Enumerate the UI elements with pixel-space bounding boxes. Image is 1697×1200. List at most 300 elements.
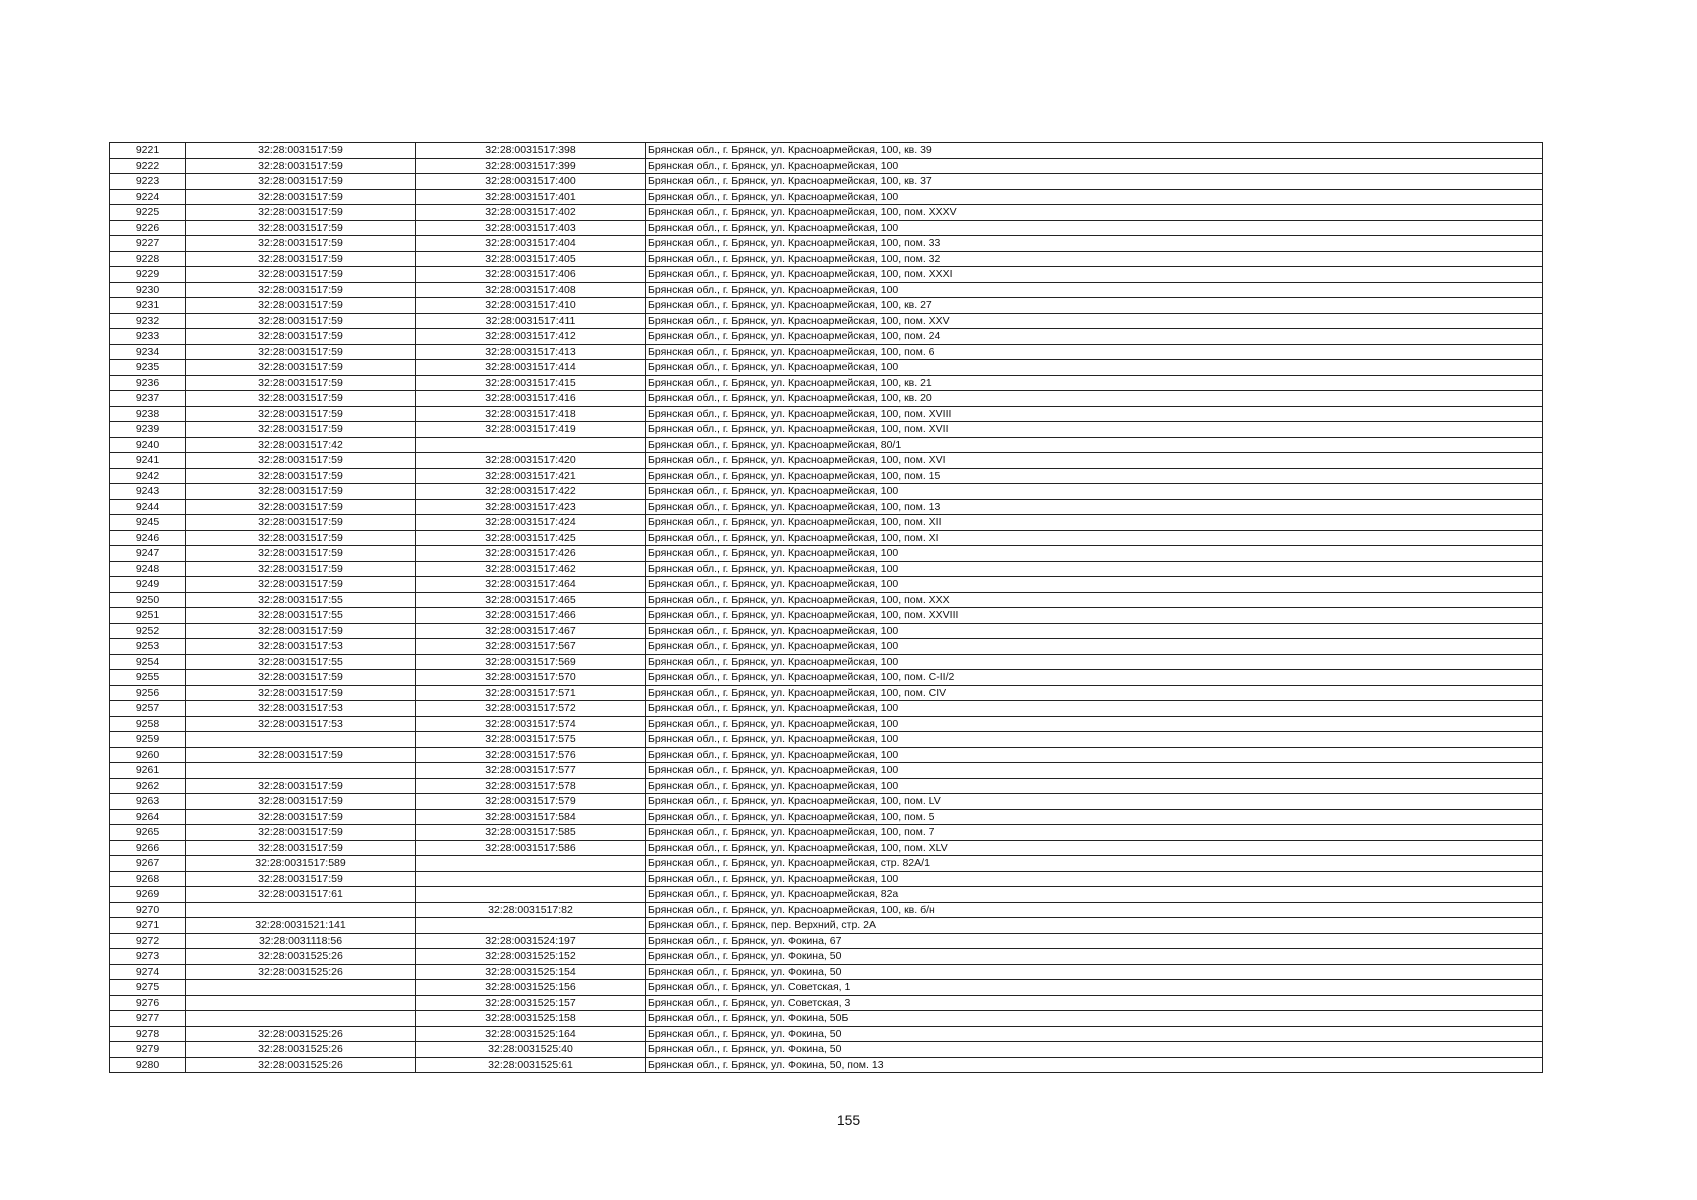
table-row xyxy=(110,267,1543,283)
row-number-cell: 9265 xyxy=(110,825,186,841)
cadastral-number-cell: 32:28:0031525:158 xyxy=(416,1011,646,1027)
table-row xyxy=(110,251,1543,267)
cadastral-number-cell xyxy=(416,887,646,903)
table-row xyxy=(110,530,1543,546)
table-row xyxy=(110,220,1543,236)
address-cell: Брянская обл., г. Брянск, ул. Красноармейская, 100, пом. XXXV xyxy=(646,205,1543,221)
table-row xyxy=(110,453,1543,469)
row-number-cell: 9223 xyxy=(110,174,186,190)
cadastral-number-cell: 32:28:0031517:577 xyxy=(416,763,646,779)
row-number-cell: 9280 xyxy=(110,1057,186,1073)
cadastral-number-cell: 32:28:0031517:82 xyxy=(416,902,646,918)
parent-cadastral-number-cell: 32:28:0031517:42 xyxy=(186,437,416,453)
address-cell: Брянская обл., г. Брянск, ул. Красноармейская, 100 xyxy=(646,732,1543,748)
row-number-cell: 9228 xyxy=(110,251,186,267)
address-cell: Брянская обл., г. Брянск, ул. Красноармейская, 100 xyxy=(646,763,1543,779)
parent-cadastral-number-cell: 32:28:0031517:59 xyxy=(186,778,416,794)
row-number-cell: 9231 xyxy=(110,298,186,314)
address-cell: Брянская обл., г. Брянск, ул. Красноармейская, 100 xyxy=(646,701,1543,717)
row-number-cell: 9270 xyxy=(110,902,186,918)
table-row xyxy=(110,592,1543,608)
address-cell: Брянская обл., г. Брянск, ул. Красноармейская, 100, кв. б/н xyxy=(646,902,1543,918)
row-number-cell: 9254 xyxy=(110,654,186,670)
address-cell: Брянская обл., г. Брянск, ул. Красноармейская, 100 xyxy=(646,561,1543,577)
table-row xyxy=(110,515,1543,531)
address-cell: Брянская обл., г. Брянск, ул. Красноармейская, 100 xyxy=(646,747,1543,763)
cadastral-number-cell xyxy=(416,856,646,872)
cadastral-number-cell: 32:28:0031517:467 xyxy=(416,623,646,639)
table-row xyxy=(110,391,1543,407)
table-row xyxy=(110,406,1543,422)
table-row xyxy=(110,732,1543,748)
row-number-cell: 9274 xyxy=(110,964,186,980)
parent-cadastral-number-cell: 32:28:0031517:59 xyxy=(186,623,416,639)
address-cell: Брянская обл., г. Брянск, ул. Красноармейская, 100 xyxy=(646,716,1543,732)
table-row xyxy=(110,685,1543,701)
address-cell: Брянская обл., г. Брянск, ул. Красноармейская, 100, пом. XI xyxy=(646,530,1543,546)
table-row xyxy=(110,840,1543,856)
parent-cadastral-number-cell: 32:28:0031517:59 xyxy=(186,329,416,345)
parent-cadastral-number-cell: 32:28:0031517:59 xyxy=(186,515,416,531)
cadastral-number-cell: 32:28:0031517:567 xyxy=(416,639,646,655)
table-row xyxy=(110,484,1543,500)
row-number-cell: 9227 xyxy=(110,236,186,252)
parent-cadastral-number-cell: 32:28:0031517:59 xyxy=(186,422,416,438)
table-row xyxy=(110,468,1543,484)
parent-cadastral-number-cell: 32:28:0031517:59 xyxy=(186,298,416,314)
table-row xyxy=(110,189,1543,205)
address-cell: Брянская обл., г. Брянск, ул. Красноармейская, 100, пом. XXX xyxy=(646,592,1543,608)
cadastral-number-cell: 32:28:0031517:398 xyxy=(416,143,646,159)
parent-cadastral-number-cell: 32:28:0031517:59 xyxy=(186,499,416,515)
cadastral-number-cell: 32:28:0031517:462 xyxy=(416,561,646,577)
cadastral-number-cell: 32:28:0031517:423 xyxy=(416,499,646,515)
cadastral-number-cell: 32:28:0031517:426 xyxy=(416,546,646,562)
table-row xyxy=(110,623,1543,639)
row-number-cell: 9271 xyxy=(110,918,186,934)
parent-cadastral-number-cell: 32:28:0031517:55 xyxy=(186,608,416,624)
address-cell: Брянская обл., г. Брянск, ул. Красноармейская, 100, кв. 20 xyxy=(646,391,1543,407)
address-cell: Брянская обл., г. Брянск, ул. Красноармейская, 100 xyxy=(646,577,1543,593)
row-number-cell: 9222 xyxy=(110,158,186,174)
row-number-cell: 9256 xyxy=(110,685,186,701)
cadastral-number-cell: 32:28:0031517:574 xyxy=(416,716,646,732)
address-cell: Брянская обл., г. Брянск, ул. Красноармейская, 100, пом. LV xyxy=(646,794,1543,810)
row-number-cell: 9252 xyxy=(110,623,186,639)
row-number-cell: 9221 xyxy=(110,143,186,159)
cadastral-number-cell: 32:28:0031517:413 xyxy=(416,344,646,360)
cadastral-number-cell: 32:28:0031517:405 xyxy=(416,251,646,267)
parent-cadastral-number-cell: 32:28:0031517:59 xyxy=(186,267,416,283)
parent-cadastral-number-cell: 32:28:0031517:59 xyxy=(186,189,416,205)
cadastral-number-cell: 32:28:0031517:403 xyxy=(416,220,646,236)
cadastral-number-cell: 32:28:0031517:408 xyxy=(416,282,646,298)
table-row xyxy=(110,887,1543,903)
parent-cadastral-number-cell: 32:28:0031517:53 xyxy=(186,701,416,717)
table-row xyxy=(110,298,1543,314)
row-number-cell: 9277 xyxy=(110,1011,186,1027)
cadastral-number-cell xyxy=(416,918,646,934)
table-row xyxy=(110,918,1543,934)
address-cell: Брянская обл., г. Брянск, ул. Фокина, 50, пом. 13 xyxy=(646,1057,1543,1073)
cadastral-number-cell: 32:28:0031525:61 xyxy=(416,1057,646,1073)
parent-cadastral-number-cell: 32:28:0031525:26 xyxy=(186,964,416,980)
table-row xyxy=(110,701,1543,717)
row-number-cell: 9226 xyxy=(110,220,186,236)
cadastral-number-cell: 32:28:0031517:420 xyxy=(416,453,646,469)
row-number-cell: 9225 xyxy=(110,205,186,221)
parent-cadastral-number-cell: 32:28:0031517:59 xyxy=(186,236,416,252)
table-row xyxy=(110,716,1543,732)
address-cell: Брянская обл., г. Брянск, ул. Красноармейская, 100, пом. XII xyxy=(646,515,1543,531)
cadastral-number-cell: 32:28:0031517:421 xyxy=(416,468,646,484)
cadastral-number-cell: 32:28:0031517:585 xyxy=(416,825,646,841)
row-number-cell: 9251 xyxy=(110,608,186,624)
parent-cadastral-number-cell: 32:28:0031517:59 xyxy=(186,313,416,329)
address-cell: Брянская обл., г. Брянск, ул. Красноармейская, 100, пом. 13 xyxy=(646,499,1543,515)
address-cell: Брянская обл., г. Брянск, ул. Красноармейская, 100 xyxy=(646,484,1543,500)
table-row xyxy=(110,902,1543,918)
row-number-cell: 9250 xyxy=(110,592,186,608)
cadastral-number-cell: 32:28:0031525:164 xyxy=(416,1026,646,1042)
row-number-cell: 9276 xyxy=(110,995,186,1011)
address-cell: Брянская обл., г. Брянск, ул. Красноармейская, 100, пом. 6 xyxy=(646,344,1543,360)
row-number-cell: 9278 xyxy=(110,1026,186,1042)
cadastral-number-cell: 32:28:0031517:419 xyxy=(416,422,646,438)
cadastral-number-cell: 32:28:0031525:154 xyxy=(416,964,646,980)
row-number-cell: 9243 xyxy=(110,484,186,500)
cadastral-number-cell: 32:28:0031517:416 xyxy=(416,391,646,407)
parent-cadastral-number-cell: 32:28:0031517:59 xyxy=(186,251,416,267)
address-cell: Брянская обл., г. Брянск, ул. Красноармейская, 100 xyxy=(646,639,1543,655)
address-cell: Брянская обл., г. Брянск, ул. Фокина, 50 xyxy=(646,1026,1543,1042)
address-cell: Брянская обл., г. Брянск, ул. Красноармейская, 100, пом. 5 xyxy=(646,809,1543,825)
address-cell: Брянская обл., г. Брянск, ул. Красноармейская, 100 xyxy=(646,360,1543,376)
address-cell: Брянская обл., г. Брянск, ул. Красноармейская, 100, кв. 39 xyxy=(646,143,1543,159)
table-row xyxy=(110,825,1543,841)
parent-cadastral-number-cell: 32:28:0031525:26 xyxy=(186,949,416,965)
table-row xyxy=(110,778,1543,794)
table-row xyxy=(110,437,1543,453)
parent-cadastral-number-cell xyxy=(186,1011,416,1027)
cadastral-number-cell: 32:28:0031517:586 xyxy=(416,840,646,856)
table-row xyxy=(110,995,1543,1011)
cadastral-number-cell: 32:28:0031517:584 xyxy=(416,809,646,825)
parent-cadastral-number-cell: 32:28:0031525:26 xyxy=(186,1042,416,1058)
parent-cadastral-number-cell: 32:28:0031517:59 xyxy=(186,809,416,825)
row-number-cell: 9272 xyxy=(110,933,186,949)
row-number-cell: 9262 xyxy=(110,778,186,794)
cadastral-number-cell: 32:28:0031517:424 xyxy=(416,515,646,531)
cadastral-number-cell: 32:28:0031517:569 xyxy=(416,654,646,670)
address-cell: Брянская обл., г. Брянск, ул. Красноармейская, 100, кв. 21 xyxy=(646,375,1543,391)
row-number-cell: 9259 xyxy=(110,732,186,748)
table-row xyxy=(110,871,1543,887)
address-cell: Брянская обл., г. Брянск, ул. Фокина, 50Б xyxy=(646,1011,1543,1027)
row-number-cell: 9229 xyxy=(110,267,186,283)
cadastral-number-cell: 32:28:0031517:465 xyxy=(416,592,646,608)
parent-cadastral-number-cell: 32:28:0031517:59 xyxy=(186,561,416,577)
row-number-cell: 9224 xyxy=(110,189,186,205)
parent-cadastral-number-cell: 32:28:0031517:59 xyxy=(186,344,416,360)
cadastral-number-cell: 32:28:0031517:400 xyxy=(416,174,646,190)
table-row xyxy=(110,158,1543,174)
parent-cadastral-number-cell: 32:28:0031517:59 xyxy=(186,747,416,763)
page-number: 155 xyxy=(836,1112,861,1128)
parent-cadastral-number-cell: 32:28:0031517:55 xyxy=(186,592,416,608)
cadastral-table xyxy=(109,142,1543,1073)
cadastral-number-cell: 32:28:0031517:401 xyxy=(416,189,646,205)
row-number-cell: 9239 xyxy=(110,422,186,438)
table-row xyxy=(110,344,1543,360)
table-row xyxy=(110,1011,1543,1027)
row-number-cell: 9260 xyxy=(110,747,186,763)
address-cell: Брянская обл., г. Брянск, ул. Красноармейская, 100, пом. 7 xyxy=(646,825,1543,841)
row-number-cell: 9244 xyxy=(110,499,186,515)
row-number-cell: 9267 xyxy=(110,856,186,872)
parent-cadastral-number-cell: 32:28:0031517:59 xyxy=(186,391,416,407)
cadastral-number-cell: 32:28:0031517:414 xyxy=(416,360,646,376)
table-row xyxy=(110,794,1543,810)
parent-cadastral-number-cell: 32:28:0031525:26 xyxy=(186,1057,416,1073)
cadastral-number-cell: 32:28:0031517:425 xyxy=(416,530,646,546)
address-cell: Брянская обл., г. Брянск, ул. Красноармейская, 82а xyxy=(646,887,1543,903)
table-row xyxy=(110,670,1543,686)
cadastral-number-cell: 32:28:0031517:406 xyxy=(416,267,646,283)
row-number-cell: 9230 xyxy=(110,282,186,298)
address-cell: Брянская обл., г. Брянск, ул. Фокина, 67 xyxy=(646,933,1543,949)
row-number-cell: 9235 xyxy=(110,360,186,376)
table-row xyxy=(110,763,1543,779)
cadastral-number-cell: 32:28:0031517:411 xyxy=(416,313,646,329)
cadastral-number-cell xyxy=(416,437,646,453)
cadastral-number-cell: 32:28:0031525:152 xyxy=(416,949,646,965)
table-row xyxy=(110,499,1543,515)
parent-cadastral-number-cell xyxy=(186,732,416,748)
cadastral-number-cell: 32:28:0031517:402 xyxy=(416,205,646,221)
parent-cadastral-number-cell: 32:28:0031517:55 xyxy=(186,654,416,670)
parent-cadastral-number-cell: 32:28:0031517:59 xyxy=(186,685,416,701)
address-cell: Брянская обл., г. Брянск, ул. Красноармейская, 100 xyxy=(646,220,1543,236)
row-number-cell: 9269 xyxy=(110,887,186,903)
address-cell: Брянская обл., г. Брянск, ул. Красноармейская, 100 xyxy=(646,158,1543,174)
table-row xyxy=(110,313,1543,329)
cadastral-number-cell: 32:28:0031517:412 xyxy=(416,329,646,345)
parent-cadastral-number-cell: 32:28:0031517:53 xyxy=(186,716,416,732)
parent-cadastral-number-cell: 32:28:0031517:59 xyxy=(186,840,416,856)
address-cell: Брянская обл., г. Брянск, пер. Верхний, стр. 2А xyxy=(646,918,1543,934)
row-number-cell: 9240 xyxy=(110,437,186,453)
row-number-cell: 9264 xyxy=(110,809,186,825)
address-cell: Брянская обл., г. Брянск, ул. Красноармейская, 100, пом. 24 xyxy=(646,329,1543,345)
address-cell: Брянская обл., г. Брянск, ул. Красноармейская, 100, пом. XXV xyxy=(646,313,1543,329)
parent-cadastral-number-cell xyxy=(186,763,416,779)
row-number-cell: 9266 xyxy=(110,840,186,856)
row-number-cell: 9255 xyxy=(110,670,186,686)
address-cell: Брянская обл., г. Брянск, ул. Красноармейская, 100, пом. XVIII xyxy=(646,406,1543,422)
table-row xyxy=(110,1057,1543,1073)
row-number-cell: 9249 xyxy=(110,577,186,593)
address-cell: Брянская обл., г. Брянск, ул. Красноармейская, 100, кв. 37 xyxy=(646,174,1543,190)
row-number-cell: 9257 xyxy=(110,701,186,717)
table-row xyxy=(110,980,1543,996)
cadastral-number-cell: 32:28:0031517:399 xyxy=(416,158,646,174)
table-row xyxy=(110,639,1543,655)
address-cell: Брянская обл., г. Брянск, ул. Красноармейская, 100 xyxy=(646,282,1543,298)
row-number-cell: 9273 xyxy=(110,949,186,965)
address-cell: Брянская обл., г. Брянск, ул. Красноармейская, 100, пом. С-II/2 xyxy=(646,670,1543,686)
cadastral-number-cell: 32:28:0031517:418 xyxy=(416,406,646,422)
row-number-cell: 9232 xyxy=(110,313,186,329)
row-number-cell: 9242 xyxy=(110,468,186,484)
parent-cadastral-number-cell xyxy=(186,980,416,996)
row-number-cell: 9241 xyxy=(110,453,186,469)
table-row xyxy=(110,236,1543,252)
parent-cadastral-number-cell: 32:28:0031517:59 xyxy=(186,871,416,887)
parent-cadastral-number-cell: 32:28:0031517:59 xyxy=(186,143,416,159)
address-cell: Брянская обл., г. Брянск, ул. Красноармейская, 100 xyxy=(646,623,1543,639)
parent-cadastral-number-cell: 32:28:0031517:59 xyxy=(186,794,416,810)
table-row xyxy=(110,561,1543,577)
table-row xyxy=(110,143,1543,159)
table-row xyxy=(110,577,1543,593)
parent-cadastral-number-cell: 32:28:0031517:53 xyxy=(186,639,416,655)
parent-cadastral-number-cell: 32:28:0031517:59 xyxy=(186,220,416,236)
address-cell: Брянская обл., г. Брянск, ул. Фокина, 50 xyxy=(646,964,1543,980)
address-cell: Брянская обл., г. Брянск, ул. Красноармейская, 100 xyxy=(646,654,1543,670)
table-row xyxy=(110,282,1543,298)
table-row xyxy=(110,174,1543,190)
row-number-cell: 9253 xyxy=(110,639,186,655)
address-cell: Брянская обл., г. Брянск, ул. Красноармейская, 80/1 xyxy=(646,437,1543,453)
cadastral-number-cell: 32:28:0031517:575 xyxy=(416,732,646,748)
parent-cadastral-number-cell: 32:28:0031118:56 xyxy=(186,933,416,949)
cadastral-number-cell: 32:28:0031517:422 xyxy=(416,484,646,500)
parent-cadastral-number-cell: 32:28:0031517:59 xyxy=(186,282,416,298)
address-cell: Брянская обл., г. Брянск, ул. Красноармейская, 100, пом. 32 xyxy=(646,251,1543,267)
cadastral-number-cell: 32:28:0031525:157 xyxy=(416,995,646,1011)
parent-cadastral-number-cell: 32:28:0031521:141 xyxy=(186,918,416,934)
parent-cadastral-number-cell: 32:28:0031517:59 xyxy=(186,670,416,686)
address-cell: Брянская обл., г. Брянск, ул. Красноармейская, 100 xyxy=(646,871,1543,887)
parent-cadastral-number-cell: 32:28:0031517:59 xyxy=(186,577,416,593)
cadastral-number-cell: 32:28:0031517:571 xyxy=(416,685,646,701)
address-cell: Брянская обл., г. Брянск, ул. Красноармейская, 100, пом. XLV xyxy=(646,840,1543,856)
cadastral-number-cell: 32:28:0031517:410 xyxy=(416,298,646,314)
parent-cadastral-number-cell xyxy=(186,995,416,1011)
address-cell: Брянская обл., г. Брянск, ул. Красноармейская, 100, пом. XXXI xyxy=(646,267,1543,283)
table-row xyxy=(110,933,1543,949)
address-cell: Брянская обл., г. Брянск, ул. Красноармейская, 100 xyxy=(646,546,1543,562)
parent-cadastral-number-cell: 32:28:0031517:59 xyxy=(186,530,416,546)
parent-cadastral-number-cell: 32:28:0031517:59 xyxy=(186,174,416,190)
table-row xyxy=(110,856,1543,872)
address-cell: Брянская обл., г. Брянск, ул. Красноармейская, 100 xyxy=(646,189,1543,205)
address-cell: Брянская обл., г. Брянск, ул. Красноармейская, 100, пом. 15 xyxy=(646,468,1543,484)
address-cell: Брянская обл., г. Брянск, ул. Красноармейская, 100 xyxy=(646,778,1543,794)
parent-cadastral-number-cell: 32:28:0031525:26 xyxy=(186,1026,416,1042)
table-row xyxy=(110,360,1543,376)
row-number-cell: 9247 xyxy=(110,546,186,562)
table-row xyxy=(110,654,1543,670)
row-number-cell: 9248 xyxy=(110,561,186,577)
cadastral-number-cell: 32:28:0031517:576 xyxy=(416,747,646,763)
cadastral-number-cell: 32:28:0031517:578 xyxy=(416,778,646,794)
parent-cadastral-number-cell: 32:28:0031517:59 xyxy=(186,484,416,500)
cadastral-number-cell: 32:28:0031517:464 xyxy=(416,577,646,593)
table-row xyxy=(110,949,1543,965)
parent-cadastral-number-cell: 32:28:0031517:59 xyxy=(186,468,416,484)
parent-cadastral-number-cell: 32:28:0031517:59 xyxy=(186,453,416,469)
cadastral-number-cell: 32:28:0031517:466 xyxy=(416,608,646,624)
row-number-cell: 9234 xyxy=(110,344,186,360)
address-cell: Брянская обл., г. Брянск, ул. Фокина, 50 xyxy=(646,949,1543,965)
row-number-cell: 9263 xyxy=(110,794,186,810)
address-cell: Брянская обл., г. Брянск, ул. Красноармейская, 100, пом. CIV xyxy=(646,685,1543,701)
address-cell: Брянская обл., г. Брянск, ул. Красноармейская, 100, пом. 33 xyxy=(646,236,1543,252)
row-number-cell: 9238 xyxy=(110,406,186,422)
address-cell: Брянская обл., г. Брянск, ул. Красноармейская, 100, пом. XVI xyxy=(646,453,1543,469)
cadastral-number-cell: 32:28:0031517:579 xyxy=(416,794,646,810)
row-number-cell: 9246 xyxy=(110,530,186,546)
table-row xyxy=(110,205,1543,221)
row-number-cell: 9261 xyxy=(110,763,186,779)
parent-cadastral-number-cell: 32:28:0031517:59 xyxy=(186,158,416,174)
address-cell: Брянская обл., г. Брянск, ул. Красноармейская, 100, кв. 27 xyxy=(646,298,1543,314)
row-number-cell: 9237 xyxy=(110,391,186,407)
cadastral-number-cell xyxy=(416,871,646,887)
parent-cadastral-number-cell: 32:28:0031517:59 xyxy=(186,360,416,376)
parent-cadastral-number-cell: 32:28:0031517:589 xyxy=(186,856,416,872)
address-cell: Брянская обл., г. Брянск, ул. Фокина, 50 xyxy=(646,1042,1543,1058)
table-row xyxy=(110,546,1543,562)
cadastral-number-cell: 32:28:0031517:404 xyxy=(416,236,646,252)
address-cell: Брянская обл., г. Брянск, ул. Красноармейская, 100, пом. XXVIII xyxy=(646,608,1543,624)
row-number-cell: 9236 xyxy=(110,375,186,391)
cadastral-number-cell: 32:28:0031525:40 xyxy=(416,1042,646,1058)
parent-cadastral-number-cell: 32:28:0031517:61 xyxy=(186,887,416,903)
address-cell: Брянская обл., г. Брянск, ул. Красноармейская, 100, пом. XVII xyxy=(646,422,1543,438)
table-row xyxy=(110,422,1543,438)
row-number-cell: 9258 xyxy=(110,716,186,732)
address-cell: Брянская обл., г. Брянск, ул. Красноармейская, стр. 82А/1 xyxy=(646,856,1543,872)
cadastral-number-cell: 32:28:0031525:156 xyxy=(416,980,646,996)
table-row xyxy=(110,1042,1543,1058)
table-row xyxy=(110,1026,1543,1042)
row-number-cell: 9275 xyxy=(110,980,186,996)
row-number-cell: 9279 xyxy=(110,1042,186,1058)
parent-cadastral-number-cell: 32:28:0031517:59 xyxy=(186,205,416,221)
table-row xyxy=(110,747,1543,763)
table-row xyxy=(110,608,1543,624)
address-cell: Брянская обл., г. Брянск, ул. Советская, 1 xyxy=(646,980,1543,996)
row-number-cell: 9233 xyxy=(110,329,186,345)
parent-cadastral-number-cell: 32:28:0031517:59 xyxy=(186,546,416,562)
parent-cadastral-number-cell: 32:28:0031517:59 xyxy=(186,375,416,391)
cadastral-number-cell: 32:28:0031517:572 xyxy=(416,701,646,717)
table-row xyxy=(110,375,1543,391)
cadastral-number-cell: 32:28:0031517:415 xyxy=(416,375,646,391)
cadastral-number-cell: 32:28:0031517:570 xyxy=(416,670,646,686)
parent-cadastral-number-cell: 32:28:0031517:59 xyxy=(186,825,416,841)
table-body xyxy=(110,143,1543,1073)
row-number-cell: 9245 xyxy=(110,515,186,531)
parent-cadastral-number-cell xyxy=(186,902,416,918)
cadastral-number-cell: 32:28:0031524:197 xyxy=(416,933,646,949)
parent-cadastral-number-cell: 32:28:0031517:59 xyxy=(186,406,416,422)
table-row xyxy=(110,329,1543,345)
address-cell: Брянская обл., г. Брянск, ул. Советская, 3 xyxy=(646,995,1543,1011)
